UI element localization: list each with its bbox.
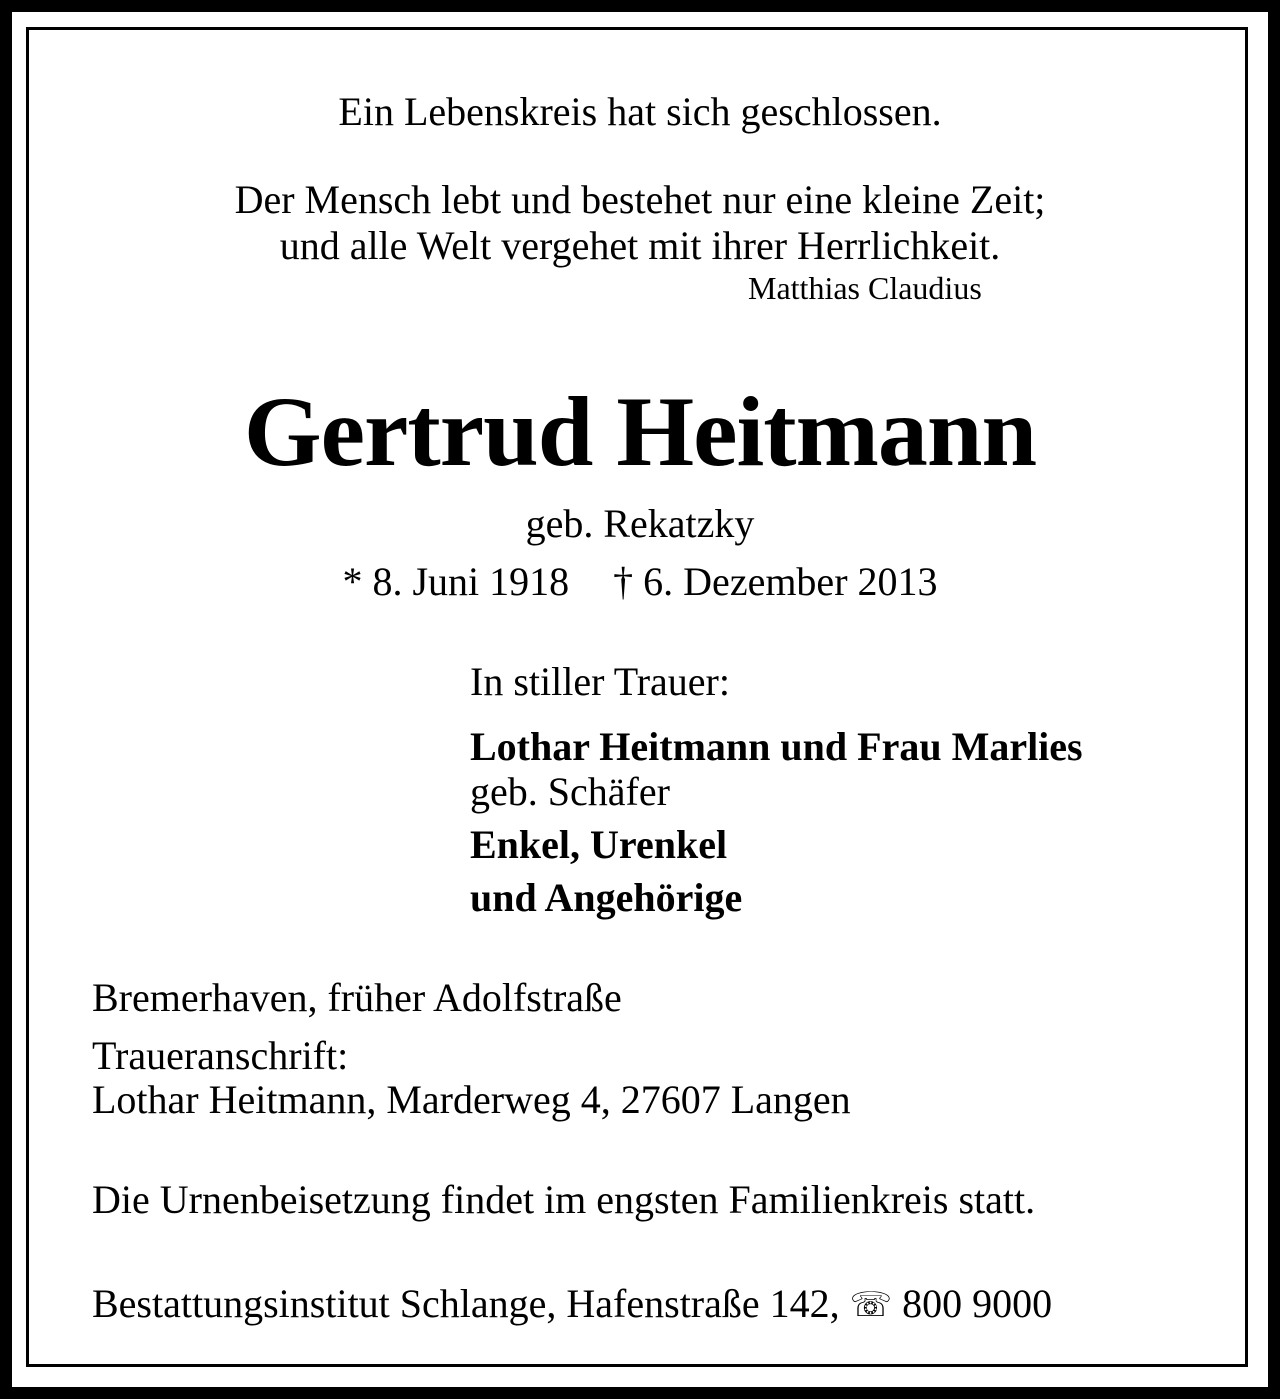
mourner-line-2: Enkel, Urenkel — [470, 822, 728, 867]
deceased-maiden-name: geb. Rekatzky — [525, 501, 755, 546]
address-line: Lothar Heitmann, Marderweg 4, 27607 Langen — [92, 1077, 851, 1122]
motto: Ein Lebenskreis hat sich geschlossen. — [338, 89, 942, 134]
death-date: † 6. Dezember 2013 — [613, 559, 938, 604]
place: Bremerhaven, früher Adolfstraße — [92, 975, 622, 1020]
birth-date: * 8. Juni 1918 — [342, 559, 570, 604]
phone-icon: ☏ — [849, 1285, 893, 1325]
undertaker-line — [92, 1281, 1053, 1326]
quote-line-2: und alle Welt vergehet mit ihrer Herrlichkeit. — [279, 223, 1001, 268]
mourners-label: In stiller Trauer: — [470, 659, 730, 704]
undertaker-phone: 800 9000 — [902, 1281, 1053, 1326]
obituary-notice — [12, 12, 1268, 1387]
deceased-name: Gertrud Heitmann — [243, 376, 1037, 487]
mourner-line-1-note: geb. Schäfer — [470, 769, 670, 814]
mourner-line-3: und Angehörige — [470, 875, 743, 920]
quote-line-1: Der Mensch lebt und bestehet nur eine kleine Zeit; — [234, 177, 1046, 222]
undertaker-text: Bestattungsinstitut Schlange, Hafenstraße 142, — [92, 1281, 840, 1326]
quote-author: Matthias Claudius — [748, 270, 982, 306]
address-label: Traueranschrift: — [92, 1033, 349, 1078]
mourner-line-1: Lothar Heitmann und Frau Marlies — [470, 724, 1083, 769]
life-dates — [12, 559, 1268, 604]
funeral-note: Die Urnenbeisetzung findet im engsten Familienkreis statt. — [92, 1177, 1036, 1222]
